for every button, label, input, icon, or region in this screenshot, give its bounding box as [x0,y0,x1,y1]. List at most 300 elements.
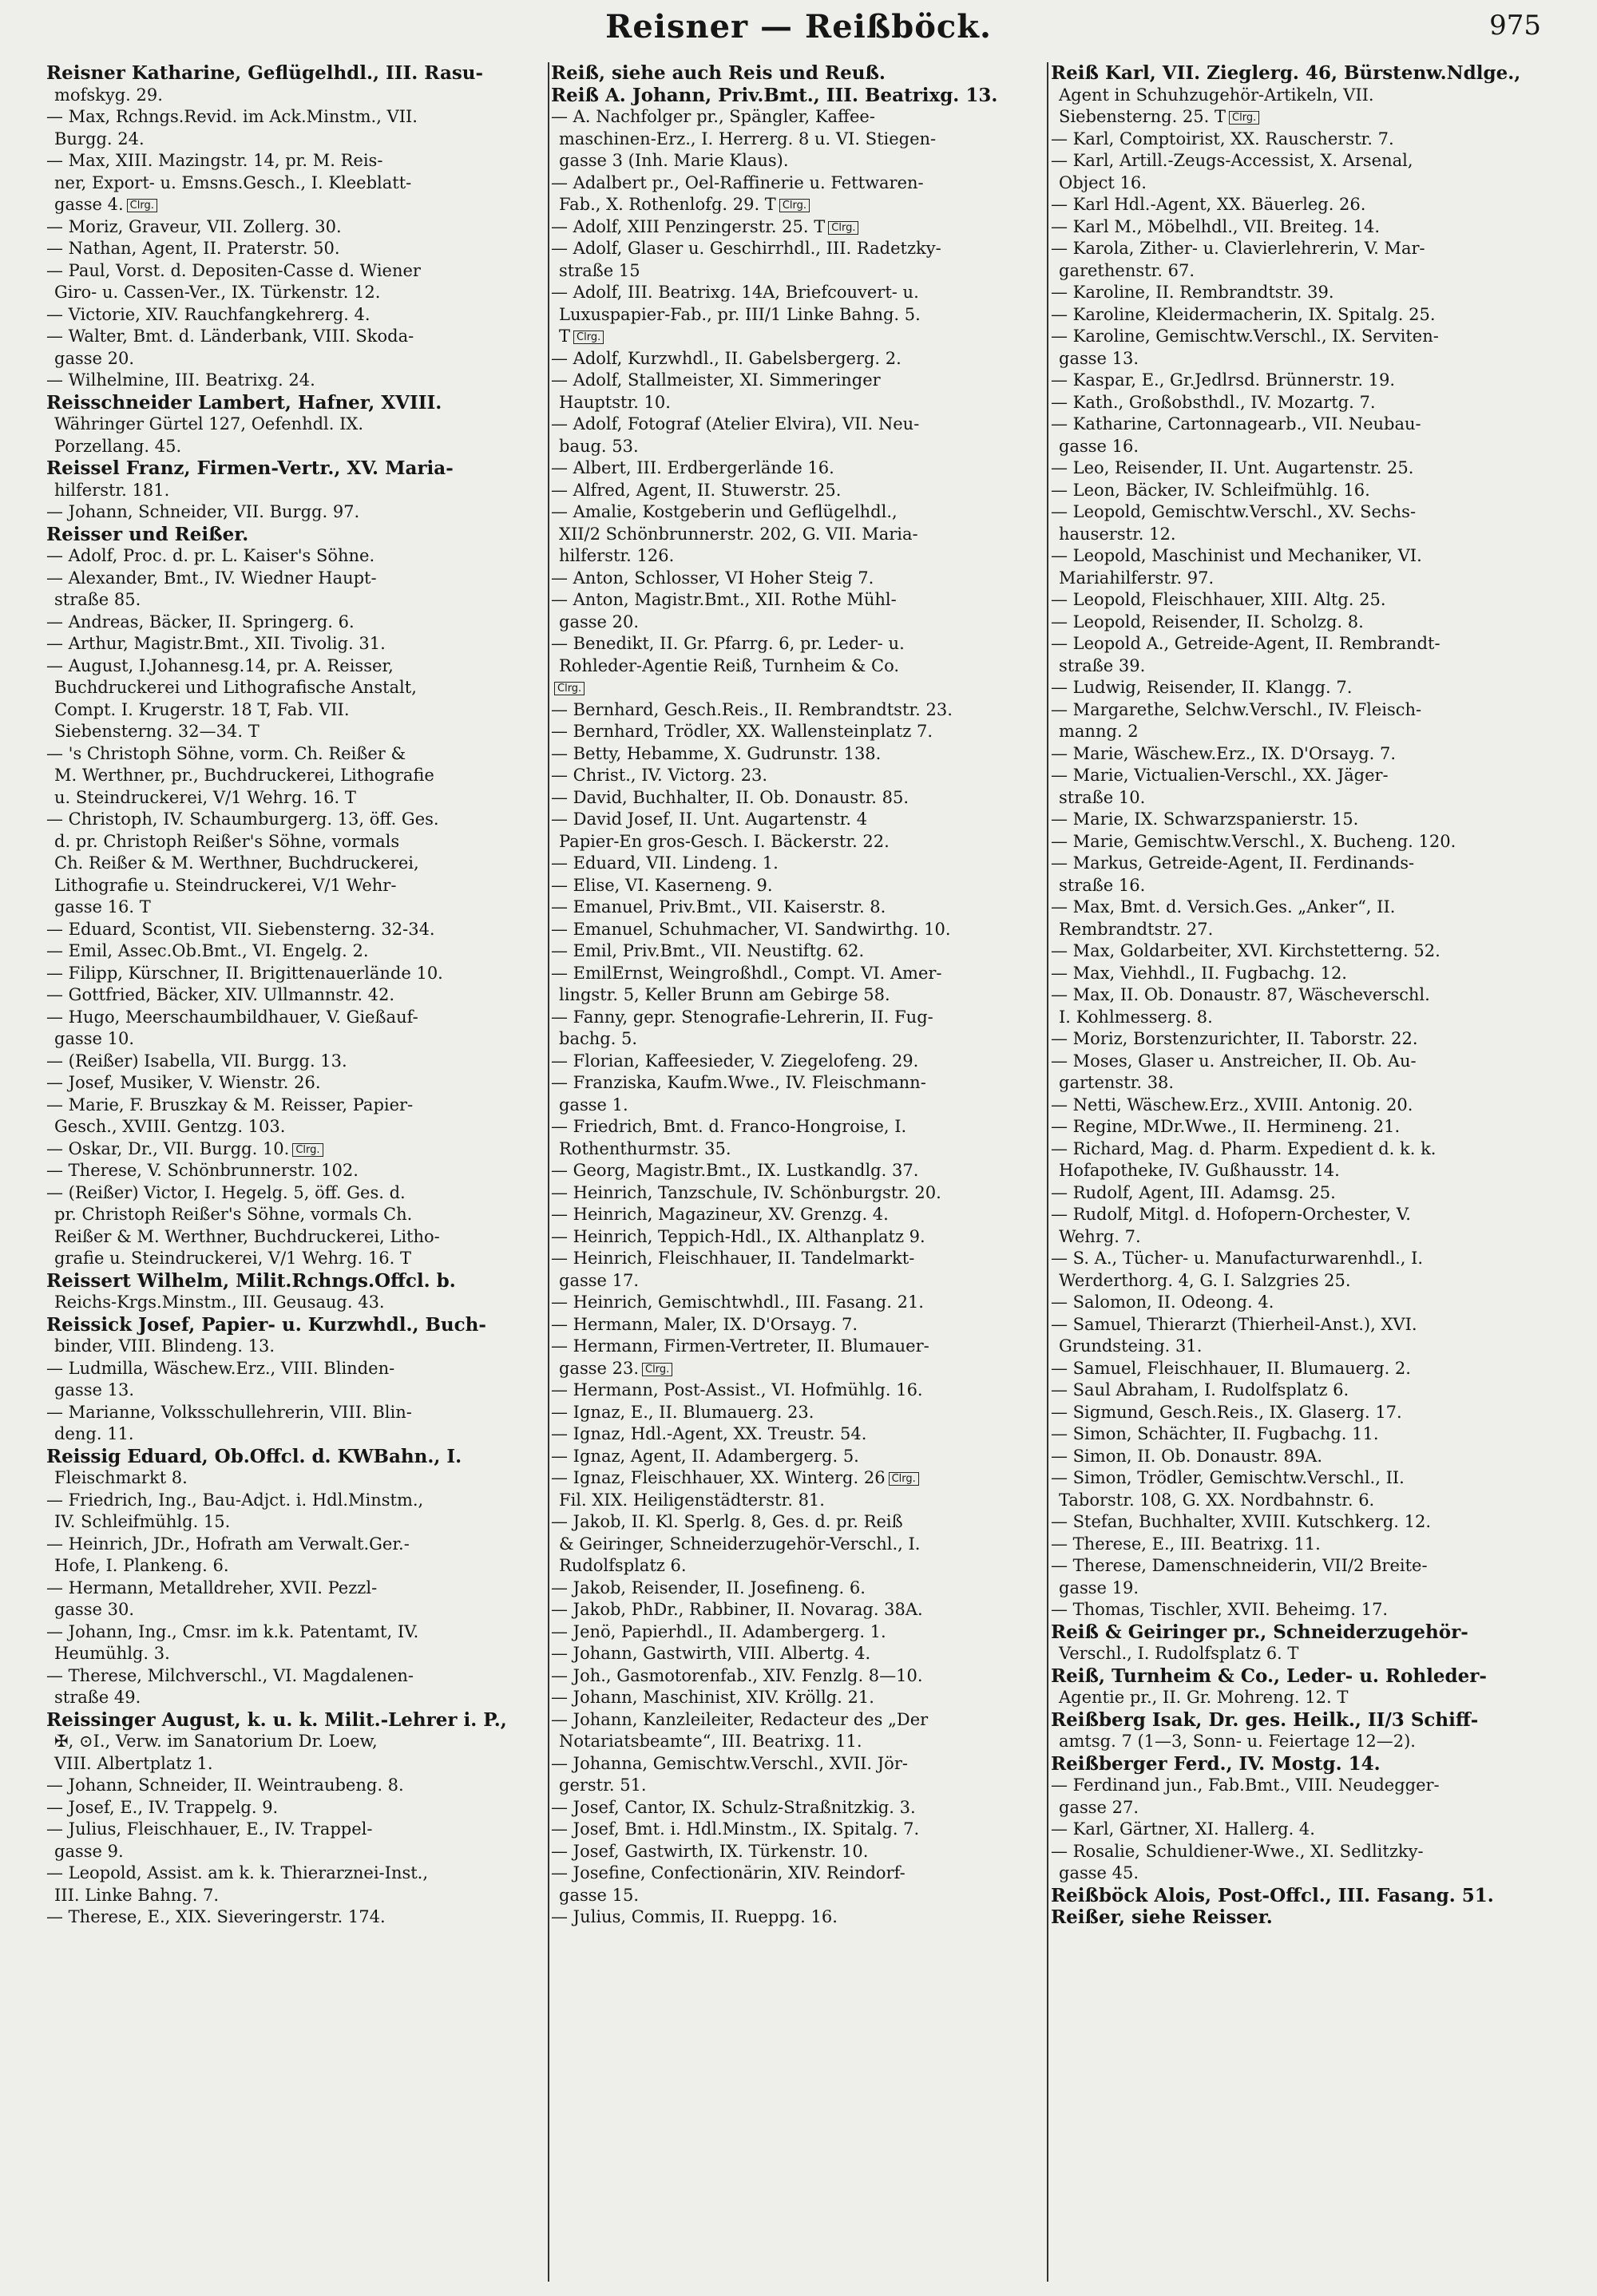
entry-line [1051,370,1554,392]
entry-line [1051,1775,1554,1797]
entry-line [1051,1819,1554,1841]
entry-heading-line [46,392,548,414]
entry-text: — Leo, Reisender, II. Unt. Augartenstr. 25. [1051,458,1414,477]
entry-line [1051,172,1554,195]
entry-text: Reissick Josef, Papier- u. Kurzwhdl., Buch- [46,1313,486,1336]
entry-line [46,677,548,699]
entry-text: straße 15 [559,260,640,280]
entry-line [1051,194,1554,216]
entry-text: Währinger Gürtel 127, Oefenhdl. IX. [54,414,364,433]
entry-text: — Eduard, Scontist, VII. Siebensterng. 32-34. [46,919,435,939]
entry-text: manng. 2 [1059,722,1139,741]
entry-line [551,129,1048,151]
entry-line [1051,1731,1554,1753]
entry-text: — Stefan, Buchhalter, XVIII. Kutschkerg. 12. [1051,1512,1432,1531]
entry-text: — Adalbert pr., Oel-Raffinerie u. Fettwaren- [551,172,924,192]
entry-text: — Betty, Hebamme, X. Gudrunstr. 138. [551,743,882,763]
column-divider [548,62,549,2282]
entry-text: Ch. Reißer & M. Werthner, Buchdruckerei, [54,853,419,873]
entry-text: — Leopold A., Getreide-Agent, II. Rembrandt- [1051,634,1440,653]
entry-line [46,1885,548,1907]
entry-text: — Samuel, Fleischhauer, II. Blumauerg. 2. [1051,1358,1411,1378]
entry-text: — Filipp, Kürschner, II. Brigittenauerlände 10. [46,963,443,983]
entry-line [1051,106,1554,129]
entry-text: — Josef, Gastwirth, IX. Türkenstr. 10. [551,1841,869,1861]
entry-line [1051,919,1554,941]
entry-text: — Johann, Maschinist, XIV. Kröllg. 21. [551,1688,874,1707]
entry-text: Reiß Karl, VII. Zieglerg. 46, Bürstenw.Ndlge., [1051,62,1521,84]
entry-line [46,1204,548,1226]
entry-line [1051,589,1554,612]
entry-line [551,282,1048,304]
entry-text: — Ludwig, Reisender, II. Klangg. 7. [1051,678,1353,697]
entry-text: — Amalie, Kostgeberin und Geflügelhdl., [551,502,898,521]
entry-text: — Walter, Bmt. d. Länderbank, VIII. Skoda- [46,327,414,346]
entry-text: straße 49. [54,1688,141,1707]
entry-text: — Andreas, Bäcker, II. Springerg. 6. [46,612,355,631]
entry-line [1051,1204,1554,1226]
entry-line [46,1072,548,1095]
entry-text: Luxuspapier-Fab., pr. III/1 Linke Bahng. 5. [559,304,921,324]
entry-text: gasse 17. [559,1270,640,1290]
entry-text: — Albert, III. Erdbergerlände 16. [551,458,834,477]
entry-text: — Margarethe, Selchw.Verschl., IV. Fleisch- [1051,699,1422,719]
entry-line [551,1138,1048,1161]
entry-heading-line [1051,1906,1554,1929]
entry-text: Siebensterng. 32—34. T [54,722,260,741]
entry-line [1051,612,1554,634]
entry-text: — Regine, MDr.Wwe., II. Hermineng. 21. [1051,1117,1401,1136]
entry-line [1051,1599,1554,1621]
entry-text: gasse 16. [1059,436,1139,456]
entry-line [46,1863,548,1885]
entry-line [1051,1095,1554,1117]
entry-line [46,1248,548,1270]
entry-text: — Johann, Schneider, II. Weintraubeng. 8. [46,1775,404,1795]
entry-text: mofskyg. 29. [54,85,163,105]
entry-line [46,129,548,151]
column-1 [46,62,548,2282]
entry-text: — Ignaz, Agent, II. Adambergerg. 5. [551,1446,859,1466]
entry-text: — Anton, Magistr.Bmt., XII. Rothe Mühl- [551,590,897,609]
entry-text: gasse 9. [54,1841,124,1861]
entry-line [551,1797,1048,1819]
entry-line [551,480,1048,502]
entry-text: Reissel Franz, Firmen-Vertr., XV. Maria- [46,457,454,479]
entry-line [46,1336,548,1358]
entry-line [551,1292,1048,1314]
entry-line [46,809,548,831]
entry-text: — Karola, Zither- u. Clavierlehrerin, V. Mar- [1051,239,1425,258]
entry-text: — Josef, Musiker, V. Wienstr. 26. [46,1073,321,1092]
entry-text: Taborstr. 108, G. XX. Nordbahnstr. 6. [1059,1490,1375,1510]
entry-line [1051,85,1554,107]
entry-line [1051,1467,1554,1490]
entry-text: — Alfred, Agent, II. Stuwerstr. 25. [551,480,842,500]
column-2 [551,62,1048,2282]
entry-text: — Katharine, Cartonnagearb., VII. Neubau- [1051,414,1421,433]
entry-line [1051,1336,1554,1358]
entry-line [1051,1423,1554,1446]
entry-line [46,743,548,766]
entry-text: — Emil, Priv.Bmt., VII. Neustiftg. 62. [551,941,865,960]
entry-text: Gesch., XVIII. Gentzg. 103. [54,1117,286,1136]
entry-line [1051,1380,1554,1402]
entry-line [46,1534,548,1556]
entry-text: Reisser und Reißer. [46,523,249,545]
entry-text: — Fanny, gepr. Stenografie-Lehrerin, II. Fug- [551,1007,933,1027]
entry-line [551,984,1048,1007]
entry-line [551,436,1048,458]
entry-line [1051,1555,1554,1578]
entry-line [551,304,1048,327]
entry-text: — Marie, IX. Schwarzspanierstr. 15. [1051,810,1359,829]
entry-text: — Hermann, Post-Assist., VI. Hofmühlg. 16. [551,1380,923,1399]
entry-line [1051,304,1554,327]
entry-line [1051,655,1554,678]
entry-line [46,545,548,568]
entry-line [1051,501,1554,524]
entry-line [1051,963,1554,985]
entry-line [551,589,1048,612]
entry-text: Reiß, siehe auch Reis und Reuß. [551,62,886,84]
entry-text: pr. Christoph Reißer's Söhne, vormals Ch. [54,1205,413,1224]
entry-text: — Karl M., Möbelhdl., VII. Breiteg. 14. [1051,216,1381,236]
entry-line [1051,524,1554,546]
entry-text: gasse 1. [559,1095,628,1114]
entry-text: Rothenthurmstr. 35. [559,1138,731,1158]
entry-line [551,216,1048,239]
entry-text: Porzellang. 45. [54,436,182,456]
entry-line [46,194,548,216]
entry-line [46,1687,548,1709]
entry-text: gasse 19. [1059,1578,1139,1597]
entry-text: ✠, ⊙I., Verw. im Sanatorium Dr. Loew, [54,1732,378,1751]
entry-line [551,1028,1048,1051]
entry-line [551,238,1048,260]
entry-line [551,897,1048,919]
entry-text: gasse 45. [1059,1863,1139,1882]
entry-line [551,370,1048,392]
entry-text: — Karoline, II. Rembrandtstr. 39. [1051,283,1334,302]
entry-line [46,1423,548,1446]
entry-line [551,348,1048,370]
entry-text: — Leopold, Reisender, II. Scholzg. 8. [1051,612,1364,631]
entry-text: Giro- u. Cassen-Ver., IX. Türkenstr. 12. [54,283,381,302]
entry-line [46,633,548,655]
entry-line [551,1490,1048,1512]
entry-line [551,1467,1048,1490]
entry-text: gasse 13. [1059,348,1139,368]
entry-text: XII/2 Schönbrunnerstr. 202, G. VII. Maria- [559,524,918,544]
entry-line [1051,1028,1554,1051]
entry-line [551,1511,1048,1534]
entry-heading-line [46,457,548,480]
entry-heading-line [1051,1885,1554,1907]
entry-line [1051,1051,1554,1073]
entry-text: — Marie, Wäschew.Erz., IX. D'Orsayg. 7. [1051,743,1397,763]
entry-line [551,1358,1048,1380]
entry-line [1051,1534,1554,1556]
entry-text: amtsg. 7 (1—3, Sonn- u. Feiertage 12—2). [1059,1732,1416,1751]
entry-text: — S. A., Tücher- u. Manufacturwarenhdl., I. [1051,1249,1424,1268]
entry-text: — Sigmund, Gesch.Reis., IX. Glaserg. 17. [1051,1402,1402,1422]
clearing-badge: Clrg. [642,1363,672,1376]
entry-text: — Simon, II. Ob. Donaustr. 89A. [1051,1446,1323,1466]
entry-line [46,940,548,963]
entry-line [1051,1687,1554,1709]
entry-text: — Markus, Getreide-Agent, II. Ferdinands- [1051,853,1415,873]
entry-line [46,1731,548,1753]
entry-text: — Ignaz, Fleischhauer, XX. Winterg. 26 [551,1468,886,1487]
entry-text: — Therese, V. Schönbrunnerstr. 102. [46,1161,359,1180]
entry-line [1051,721,1554,743]
entry-text: — Marie, Gemischtw.Verschl., X. Bucheng. 120. [1051,831,1456,851]
entry-text: — Josefine, Confectionärin, XIV. Reindorf- [551,1863,905,1882]
entry-line [46,765,548,787]
entry-line [46,721,548,743]
entry-text: ner, Export- u. Emsns.Gesch., I. Kleeblatt- [54,172,412,192]
entry-line [551,1160,1048,1182]
entry-line [46,1051,548,1073]
entry-text: straße 16. [1059,875,1146,895]
entry-line [1051,568,1554,590]
entry-heading-line [46,1314,548,1336]
entry-line [1051,1490,1554,1512]
entry-text: Verschl., I. Rudolfsplatz 6. T [1059,1644,1299,1663]
entry-line [1051,216,1554,239]
entry-line [46,326,548,348]
entry-text: gartenstr. 38. [1059,1073,1175,1092]
entry-line [551,633,1048,655]
entry-text: — David Josef, II. Unt. Augartenstr. 4 [551,810,868,829]
entry-line [551,1204,1048,1226]
entry-line [1051,1160,1554,1182]
entry-text: straße 10. [1059,787,1146,807]
entry-text: — Leopold, Gemischtw.Verschl., XV. Sechs- [1051,502,1417,521]
entry-text: Reissig Eduard, Ob.Offcl. d. KWBahn., I. [46,1445,462,1467]
entry-text: straße 39. [1059,655,1146,675]
entry-line [551,1534,1048,1556]
column-divider [1047,62,1048,2282]
entry-text: — Christoph, IV. Schaumburgerg. 13, öff. Ges. [46,810,439,829]
entry-text: — Julius, Commis, II. Rueppg. 16. [551,1907,838,1926]
entry-line [46,919,548,941]
entry-line [551,1578,1048,1600]
entry-text: — David, Buchhalter, II. Ob. Donaustr. 85. [551,787,909,807]
entry-text: Reißberg Isak, Dr. ges. Heilk., II/3 Schiff- [1051,1708,1479,1731]
entry-line [1051,260,1554,283]
entry-line [551,568,1048,590]
entry-text: — Heinrich, Fleischhauer, II. Tandelmarkt- [551,1249,915,1268]
entry-text: — (Reißer) Isabella, VII. Burgg. 13. [46,1051,347,1071]
entry-text: Reiß A. Johann, Priv.Bmt., III. Beatrixg. 13. [551,84,998,106]
entry-line [551,853,1048,875]
entry-text: — Therese, Damenschneiderin, VII/2 Breite- [1051,1556,1428,1575]
entry-line [551,172,1048,195]
entry-line [1051,1007,1554,1029]
entry-line [1051,1797,1554,1819]
entry-line [46,1380,548,1402]
entry-text: grafie u. Steindruckerei, V/1 Wehrg. 16. T [54,1249,411,1268]
entry-text: — Moriz, Graveur, VII. Zollerg. 30. [46,216,342,236]
entry-text: Agent in Schuhzugehör-Artikeln, VII. [1059,85,1374,105]
entry-text: gasse 10. [54,1029,135,1048]
entry-text: Reißer, siehe Reisser. [1051,1906,1273,1928]
entry-line [46,1797,548,1819]
entry-line [551,721,1048,743]
entry-text: — A. Nachfolger pr., Spängler, Kaffee- [551,107,875,126]
entry-text: Rembrandtstr. 27. [1059,919,1214,939]
entry-text: Lithografie u. Steindruckerei, V/1 Wehr- [54,875,397,895]
entry-line [551,743,1048,766]
entry-text: — Marie, F. Bruszkay & M. Reisser, Papier- [46,1095,414,1114]
entry-line [1051,1863,1554,1885]
entry-line [1051,282,1554,304]
entry-text: — Jenö, Papierhdl., II. Adambergerg. 1. [551,1621,886,1641]
entry-text: — Max, Rchngs.Revid. im Ack.Minstm., VII. [46,107,418,126]
entry-text: Wehrg. 7. [1059,1226,1141,1246]
entry-text: — Thomas, Tischler, XVII. Beheimg. 17. [1051,1600,1389,1619]
entry-line [46,1358,548,1380]
entry-text: — Adolf, XIII Penzingerstr. 25. T [551,216,826,236]
entry-line [1051,765,1554,787]
entry-line [46,1775,548,1797]
entry-line [551,260,1048,283]
entry-line [1051,1511,1554,1534]
entry-line [551,392,1048,414]
entry-line [551,545,1048,568]
entry-text: Rudolfsplatz 6. [559,1556,687,1575]
entry-text: Buchdruckerei und Lithografische Anstalt, [54,678,417,697]
entry-line [551,1753,1048,1775]
entry-line [46,1665,548,1688]
entry-text: — Emanuel, Priv.Bmt., VII. Kaiserstr. 8. [551,897,886,916]
entry-text: Reißer & M. Werthner, Buchdruckerei, Litho- [54,1226,440,1246]
entry-text: gasse 27. [1059,1797,1139,1817]
entry-text: hauserstr. 12. [1059,524,1176,544]
entry-line [551,787,1048,810]
entry-line [1051,1446,1554,1468]
entry-line [551,194,1048,216]
page-header [0,5,1597,53]
entry-text: — Eduard, VII. Lindeng. 1. [551,853,779,873]
entry-text: — Simon, Schächter, II. Fugbachg. 11. [1051,1424,1379,1443]
entry-heading-line [1051,62,1554,85]
entry-text: — Adolf, Stallmeister, XI. Simmeringer [551,370,881,390]
entry-text: deng. 11. [54,1424,134,1443]
entry-line [46,172,548,195]
entry-line [46,1841,548,1863]
entry-line [46,480,548,502]
entry-line [46,436,548,458]
entry-line [46,282,548,304]
entry-line [46,414,548,436]
entry-text: — Ignaz, Hdl.-Agent, XX. Treustr. 54. [551,1424,867,1443]
entry-text: — Friedrich, Bmt. d. Franco-Hongroise, I. [551,1117,907,1136]
entry-line [551,1380,1048,1402]
entry-text: Reißberger Ferd., IV. Mostg. 14. [1051,1752,1381,1775]
entry-line [46,1402,548,1424]
entry-line [1051,414,1554,436]
entry-line [1051,1358,1554,1380]
entry-text: — Leopold, Maschinist und Mechaniker, VI. [1051,546,1422,565]
entry-text: gasse 13. [54,1380,135,1399]
entry-text: — Christ., IV. Victorg. 23. [551,766,767,785]
entry-line [46,106,548,129]
entry-text: gerstr. 51. [559,1775,647,1795]
entry-line [1051,238,1554,260]
entry-text: — Adolf, Kurzwhdl., II. Gabelsbergerg. 2. [551,348,902,368]
entry-line [551,1072,1048,1095]
entry-text: gasse 20. [559,612,640,631]
entry-line [46,853,548,875]
entry-text: Reissinger August, k. u. k. Milit.-Lehrer i. P., [46,1708,507,1731]
entry-text: — Hugo, Meerschaumbildhauer, V. Gießauf- [46,1007,418,1027]
entry-line [551,1270,1048,1292]
entry-text: — Max, XIII. Mazingstr. 14, pr. M. Reis- [46,151,383,170]
entry-text: straße 85. [54,590,141,609]
entry-text: Reiß & Geiringer pr., Schneiderzugehör- [1051,1621,1468,1643]
entry-text: Notariatsbeamte“, III. Beatrixg. 11. [559,1732,862,1751]
entry-text: — Emil, Assec.Ob.Bmt., VI. Engelg. 2. [46,941,369,960]
entry-line [46,1095,548,1117]
entry-text: garethenstr. 67. [1059,260,1195,280]
entry-text: binder, VIII. Blindeng. 13. [54,1336,275,1356]
entry-line [46,787,548,810]
entry-line [1051,457,1554,480]
entry-line [551,699,1048,722]
entry-line [551,501,1048,524]
entry-text: Grundsteing. 31. [1059,1336,1203,1356]
entry-heading-line [551,85,1048,107]
entry-text: — Rudolf, Mitgl. d. Hofopern-Orchester, V. [1051,1205,1411,1224]
entry-line [1051,1072,1554,1095]
entry-text: maschinen-Erz., I. Herrerg. 8 u. VI. Stiegen- [559,129,937,148]
entry-text: — Karl, Artill.-Zeugs-Accessist, X. Arsenal, [1051,151,1413,170]
entry-line [46,897,548,919]
entry-line [46,875,548,897]
entry-text: — Samuel, Thierarzt (Thierheil-Anst.), XVI. [1051,1314,1417,1334]
entry-text: lingstr. 5, Keller Brunn am Gebirge 58. [559,985,890,1004]
entry-line [551,1095,1048,1117]
entry-text: Hofe, I. Plankeng. 6. [54,1556,229,1575]
entry-line [1051,1182,1554,1205]
entry-line [1051,1643,1554,1665]
entry-text: — Jakob, Reisender, II. Josefineng. 6. [551,1578,866,1597]
entry-line [46,1643,548,1665]
entry-line [1051,1314,1554,1336]
entry-text: — Johanna, Gemischtw.Verschl., XVII. Jör- [551,1753,908,1773]
entry-text: — Max, Bmt. d. Versich.Ges. „Anker“, II. [1051,897,1396,916]
entry-line [46,85,548,107]
entry-line [1051,1116,1554,1138]
clearing-badge: Clrg. [573,331,604,344]
entry-line [46,348,548,370]
entry-line [551,1446,1048,1468]
entry-text: Hofapotheke, IV. Gußhausstr. 14. [1059,1161,1340,1180]
entry-text: — Wilhelmine, III. Beatrixg. 24. [46,370,315,390]
entry-text: — Johann, Ing., Cmsr. im k.k. Patentamt, IV. [46,1621,419,1641]
entry-heading-line [46,62,548,85]
entry-line [551,1402,1048,1424]
entry-text: — Max, II. Ob. Donaustr. 87, Wäscheverschl. [1051,985,1430,1004]
entry-line [46,1182,548,1205]
entry-text: Papier-En gros-Gesch. I. Bäckerstr. 22. [559,831,890,851]
entry-text: Reichs-Krgs.Minstm., III. Geusaug. 43. [54,1292,385,1312]
entry-line [1051,831,1554,853]
entry-line [46,1906,548,1929]
